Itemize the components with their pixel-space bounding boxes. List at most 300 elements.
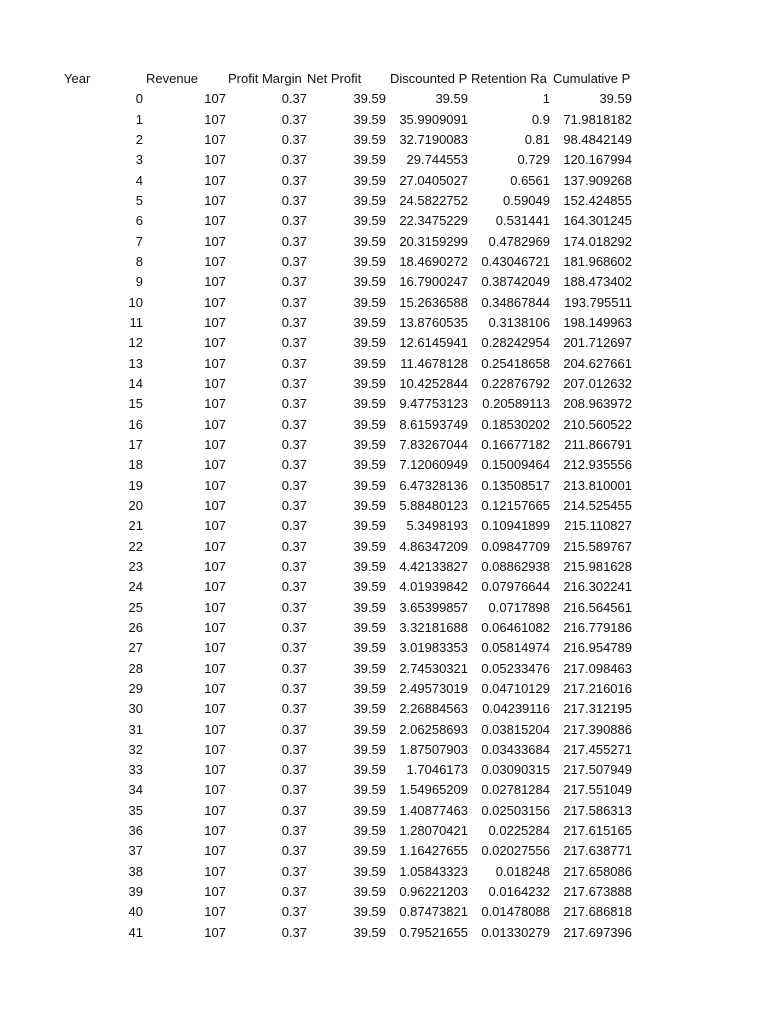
cell-discounted-profit[interactable]: 11.4678128 [400, 355, 468, 371]
cell-revenue[interactable]: 107 [204, 863, 226, 879]
cell-revenue[interactable]: 107 [204, 904, 226, 920]
cell-discounted-profit[interactable]: 2.26884563 [399, 701, 468, 717]
cell-revenue[interactable]: 107 [204, 152, 226, 168]
cell-retention-rate[interactable]: 0.22876792 [481, 375, 550, 391]
cell-retention-rate[interactable]: 0.02503156 [481, 802, 550, 818]
header-cell-year[interactable]: Year [64, 71, 91, 86]
cell-net-profit[interactable]: 39.59 [353, 823, 386, 839]
cell-cumulative-profit[interactable]: 215.981628 [563, 558, 632, 574]
cell-revenue[interactable]: 107 [204, 396, 226, 412]
cell-retention-rate[interactable]: 0.18530202 [481, 416, 550, 432]
cell-retention-rate[interactable]: 0.05814974 [481, 640, 550, 656]
cell-profit-margin[interactable]: 0.37 [281, 335, 307, 351]
cell-profit-margin[interactable]: 0.37 [281, 152, 307, 168]
cell-year[interactable]: 22 [128, 538, 143, 554]
cell-cumulative-profit[interactable]: 217.216016 [563, 680, 632, 696]
cell-profit-margin[interactable]: 0.37 [281, 192, 307, 208]
cell-cumulative-profit[interactable]: 98.4842149 [563, 131, 632, 147]
cell-profit-margin[interactable]: 0.37 [281, 314, 307, 330]
cell-cumulative-profit[interactable]: 208.963972 [563, 396, 632, 412]
cell-revenue[interactable]: 107 [204, 436, 226, 452]
cell-profit-margin[interactable]: 0.37 [281, 416, 307, 432]
cell-discounted-profit[interactable]: 1.16427655 [399, 843, 468, 859]
cell-profit-margin[interactable]: 0.37 [281, 436, 307, 452]
cell-net-profit[interactable]: 39.59 [353, 741, 386, 757]
cell-net-profit[interactable]: 39.59 [353, 782, 386, 798]
cell-profit-margin[interactable]: 0.37 [281, 619, 307, 635]
cell-revenue[interactable]: 107 [204, 823, 226, 839]
cell-discounted-profit[interactable]: 3.65399857 [399, 599, 468, 615]
cell-profit-margin[interactable]: 0.37 [281, 253, 307, 269]
cell-revenue[interactable]: 107 [204, 924, 226, 940]
cell-profit-margin[interactable]: 0.37 [281, 660, 307, 676]
cell-revenue[interactable]: 107 [204, 802, 226, 818]
cell-retention-rate[interactable]: 0.07976644 [481, 579, 550, 595]
cell-profit-margin[interactable]: 0.37 [281, 375, 307, 391]
cell-retention-rate[interactable]: 0.0717898 [488, 599, 550, 615]
cell-discounted-profit[interactable]: 5.3498193 [406, 518, 468, 534]
cell-net-profit[interactable]: 39.59 [353, 213, 386, 229]
cell-net-profit[interactable]: 39.59 [353, 619, 386, 635]
cell-year[interactable]: 2 [135, 131, 143, 147]
cell-cumulative-profit[interactable]: 217.551049 [563, 782, 632, 798]
cell-year[interactable]: 36 [128, 823, 143, 839]
cell-net-profit[interactable]: 39.59 [353, 884, 386, 900]
cell-year[interactable]: 19 [128, 477, 143, 493]
cell-year[interactable]: 4 [135, 172, 143, 188]
cell-discounted-profit[interactable]: 4.86347209 [399, 538, 468, 554]
cell-discounted-profit[interactable]: 2.74530321 [399, 660, 468, 676]
cell-year[interactable]: 29 [128, 680, 143, 696]
cell-profit-margin[interactable]: 0.37 [281, 599, 307, 615]
cell-year[interactable]: 37 [128, 843, 143, 859]
cell-profit-margin[interactable]: 0.37 [281, 131, 307, 147]
cell-retention-rate[interactable]: 0.38742049 [481, 274, 550, 290]
cell-discounted-profit[interactable]: 10.4252844 [399, 375, 468, 391]
cell-profit-margin[interactable]: 0.37 [281, 558, 307, 574]
cell-cumulative-profit[interactable]: 217.638771 [563, 843, 632, 859]
cell-year[interactable]: 26 [128, 619, 143, 635]
cell-discounted-profit[interactable]: 13.8760535 [399, 314, 468, 330]
cell-revenue[interactable]: 107 [204, 782, 226, 798]
cell-discounted-profit[interactable]: 1.40877463 [399, 802, 468, 818]
cell-revenue[interactable]: 107 [204, 558, 226, 574]
cell-cumulative-profit[interactable]: 217.098463 [563, 660, 632, 676]
cell-year[interactable]: 3 [135, 152, 143, 168]
cell-profit-margin[interactable]: 0.37 [281, 843, 307, 859]
cell-cumulative-profit[interactable]: 217.658086 [563, 863, 632, 879]
cell-retention-rate[interactable]: 0.03090315 [481, 762, 550, 778]
cell-retention-rate[interactable]: 0.03815204 [481, 721, 550, 737]
cell-year[interactable]: 27 [128, 640, 143, 656]
cell-retention-rate[interactable]: 0.03433684 [481, 741, 550, 757]
cell-revenue[interactable]: 107 [204, 721, 226, 737]
cell-revenue[interactable]: 107 [204, 335, 226, 351]
cell-retention-rate[interactable]: 0.16677182 [481, 436, 550, 452]
cell-net-profit[interactable]: 39.59 [353, 457, 386, 473]
cell-net-profit[interactable]: 39.59 [353, 172, 386, 188]
cell-discounted-profit[interactable]: 7.12060949 [399, 457, 468, 473]
cell-profit-margin[interactable]: 0.37 [281, 721, 307, 737]
cell-retention-rate[interactable]: 0.06461082 [481, 619, 550, 635]
cell-profit-margin[interactable]: 0.37 [281, 640, 307, 656]
cell-retention-rate[interactable]: 0.13508517 [481, 477, 550, 493]
cell-year[interactable]: 35 [128, 802, 143, 818]
cell-retention-rate[interactable]: 0.6561 [510, 172, 550, 188]
header-cell-retention-rate[interactable]: Retention Ra [471, 71, 547, 86]
cell-retention-rate[interactable]: 0.9 [531, 111, 550, 127]
cell-net-profit[interactable]: 39.59 [353, 579, 386, 595]
cell-net-profit[interactable]: 39.59 [353, 640, 386, 656]
cell-revenue[interactable]: 107 [204, 172, 226, 188]
cell-year[interactable]: 34 [128, 782, 143, 798]
cell-net-profit[interactable]: 39.59 [353, 335, 386, 351]
cell-cumulative-profit[interactable]: 217.455271 [563, 741, 632, 757]
cell-net-profit[interactable]: 39.59 [353, 253, 386, 269]
cell-revenue[interactable]: 107 [204, 640, 226, 656]
cell-discounted-profit[interactable]: 1.87507903 [399, 741, 468, 757]
cell-revenue[interactable]: 107 [204, 579, 226, 595]
cell-cumulative-profit[interactable]: 204.627661 [563, 355, 632, 371]
cell-year[interactable]: 7 [135, 233, 143, 249]
cell-profit-margin[interactable]: 0.37 [281, 457, 307, 473]
cell-net-profit[interactable]: 39.59 [353, 518, 386, 534]
cell-discounted-profit[interactable]: 6.47328136 [399, 477, 468, 493]
cell-revenue[interactable]: 107 [204, 457, 226, 473]
cell-revenue[interactable]: 107 [204, 213, 226, 229]
cell-profit-margin[interactable]: 0.37 [281, 172, 307, 188]
cell-revenue[interactable]: 107 [204, 843, 226, 859]
cell-year[interactable]: 8 [135, 253, 143, 269]
cell-revenue[interactable]: 107 [204, 660, 226, 676]
cell-net-profit[interactable]: 39.59 [353, 680, 386, 696]
cell-retention-rate[interactable]: 0.81 [524, 131, 550, 147]
cell-year[interactable]: 18 [128, 457, 143, 473]
cell-cumulative-profit[interactable]: 137.909268 [563, 172, 632, 188]
cell-net-profit[interactable]: 39.59 [353, 497, 386, 513]
cell-cumulative-profit[interactable]: 215.589767 [563, 538, 632, 554]
cell-revenue[interactable]: 107 [204, 619, 226, 635]
cell-year[interactable]: 28 [128, 660, 143, 676]
cell-profit-margin[interactable]: 0.37 [281, 762, 307, 778]
cell-revenue[interactable]: 107 [204, 314, 226, 330]
cell-year[interactable]: 25 [128, 599, 143, 615]
cell-net-profit[interactable]: 39.59 [353, 863, 386, 879]
header-cell-cumulative-profit[interactable]: Cumulative P [553, 71, 631, 86]
header-cell-discounted-profit[interactable]: Discounted P [390, 71, 468, 86]
cell-profit-margin[interactable]: 0.37 [281, 518, 307, 534]
cell-year[interactable]: 38 [128, 863, 143, 879]
cell-discounted-profit[interactable]: 1.28070421 [399, 823, 468, 839]
cell-discounted-profit[interactable]: 7.83267044 [399, 436, 468, 452]
cell-revenue[interactable]: 107 [204, 131, 226, 147]
cell-discounted-profit[interactable]: 39.59 [435, 91, 468, 107]
cell-cumulative-profit[interactable]: 39.59 [599, 91, 632, 107]
cell-year[interactable]: 9 [135, 274, 143, 290]
cell-cumulative-profit[interactable]: 152.424855 [563, 192, 632, 208]
cell-net-profit[interactable]: 39.59 [353, 558, 386, 574]
cell-revenue[interactable]: 107 [204, 762, 226, 778]
cell-net-profit[interactable]: 39.59 [353, 843, 386, 859]
cell-discounted-profit[interactable]: 29.744553 [406, 152, 468, 168]
cell-year[interactable]: 21 [128, 518, 143, 534]
cell-year[interactable]: 20 [128, 497, 143, 513]
cell-cumulative-profit[interactable]: 188.473402 [563, 274, 632, 290]
cell-revenue[interactable]: 107 [204, 111, 226, 127]
cell-year[interactable]: 31 [128, 721, 143, 737]
cell-year[interactable]: 11 [129, 314, 143, 330]
cell-revenue[interactable]: 107 [204, 233, 226, 249]
cell-retention-rate[interactable]: 0.25418658 [481, 355, 550, 371]
cell-year[interactable]: 6 [135, 213, 143, 229]
cell-discounted-profit[interactable]: 2.49573019 [399, 680, 468, 696]
cell-retention-rate[interactable]: 0.05233476 [481, 660, 550, 676]
cell-retention-rate[interactable]: 0.08862938 [481, 558, 550, 574]
cell-profit-margin[interactable]: 0.37 [281, 396, 307, 412]
cell-net-profit[interactable]: 39.59 [353, 477, 386, 493]
cell-retention-rate[interactable]: 0.02027556 [481, 843, 550, 859]
cell-net-profit[interactable]: 39.59 [353, 721, 386, 737]
cell-discounted-profit[interactable]: 24.5822752 [399, 192, 468, 208]
cell-discounted-profit[interactable]: 1.7046173 [406, 762, 468, 778]
cell-net-profit[interactable]: 39.59 [353, 294, 386, 310]
cell-discounted-profit[interactable]: 9.47753123 [399, 396, 468, 412]
cell-profit-margin[interactable]: 0.37 [281, 91, 307, 107]
cell-net-profit[interactable]: 39.59 [353, 152, 386, 168]
cell-net-profit[interactable]: 39.59 [353, 355, 386, 371]
cell-year[interactable]: 14 [128, 375, 143, 391]
cell-cumulative-profit[interactable]: 217.390886 [563, 721, 632, 737]
cell-profit-margin[interactable]: 0.37 [281, 884, 307, 900]
cell-year[interactable]: 40 [128, 904, 143, 920]
cell-profit-margin[interactable]: 0.37 [281, 823, 307, 839]
cell-profit-margin[interactable]: 0.37 [281, 863, 307, 879]
cell-profit-margin[interactable]: 0.37 [281, 904, 307, 920]
cell-revenue[interactable]: 107 [204, 253, 226, 269]
cell-net-profit[interactable]: 39.59 [353, 436, 386, 452]
cell-net-profit[interactable]: 39.59 [353, 599, 386, 615]
cell-profit-margin[interactable]: 0.37 [281, 497, 307, 513]
cell-profit-margin[interactable]: 0.37 [281, 355, 307, 371]
cell-discounted-profit[interactable]: 0.96221203 [399, 884, 468, 900]
cell-net-profit[interactable]: 39.59 [353, 538, 386, 554]
cell-discounted-profit[interactable]: 5.88480123 [399, 497, 468, 513]
cell-year[interactable]: 10 [128, 294, 143, 310]
cell-revenue[interactable]: 107 [204, 497, 226, 513]
cell-net-profit[interactable]: 39.59 [353, 375, 386, 391]
cell-net-profit[interactable]: 39.59 [353, 904, 386, 920]
cell-discounted-profit[interactable]: 2.06258693 [399, 721, 468, 737]
cell-net-profit[interactable]: 39.59 [353, 396, 386, 412]
cell-discounted-profit[interactable]: 0.87473821 [399, 904, 468, 920]
header-cell-profit-margin[interactable]: Profit Margin [228, 71, 302, 86]
cell-retention-rate[interactable]: 0.34867844 [481, 294, 550, 310]
cell-cumulative-profit[interactable]: 193.795511 [564, 294, 632, 310]
cell-revenue[interactable]: 107 [204, 294, 226, 310]
cell-year[interactable]: 32 [128, 741, 143, 757]
cell-retention-rate[interactable]: 0.01330279 [481, 924, 550, 940]
cell-revenue[interactable]: 107 [204, 884, 226, 900]
cell-cumulative-profit[interactable]: 217.615165 [563, 823, 632, 839]
cell-retention-rate[interactable]: 0.4782969 [488, 233, 550, 249]
cell-discounted-profit[interactable]: 3.32181688 [399, 619, 468, 635]
cell-cumulative-profit[interactable]: 216.779186 [563, 619, 632, 635]
cell-net-profit[interactable]: 39.59 [353, 233, 386, 249]
header-cell-net-profit[interactable]: Net Profit [307, 71, 362, 86]
cell-profit-margin[interactable]: 0.37 [281, 701, 307, 717]
cell-revenue[interactable]: 107 [204, 274, 226, 290]
cell-cumulative-profit[interactable]: 174.018292 [563, 233, 632, 249]
cell-retention-rate[interactable]: 0.04710129 [481, 680, 550, 696]
cell-retention-rate[interactable]: 0.3138106 [488, 314, 550, 330]
cell-profit-margin[interactable]: 0.37 [281, 294, 307, 310]
cell-cumulative-profit[interactable]: 216.564561 [563, 599, 632, 615]
cell-profit-margin[interactable]: 0.37 [281, 477, 307, 493]
cell-retention-rate[interactable]: 0.15009464 [481, 457, 550, 473]
cell-profit-margin[interactable]: 0.37 [281, 802, 307, 818]
cell-year[interactable]: 33 [128, 762, 143, 778]
cell-cumulative-profit[interactable]: 217.697396 [563, 924, 632, 940]
cell-profit-margin[interactable]: 0.37 [281, 579, 307, 595]
cell-revenue[interactable]: 107 [204, 701, 226, 717]
cell-cumulative-profit[interactable]: 216.954789 [563, 640, 632, 656]
cell-revenue[interactable]: 107 [204, 680, 226, 696]
cell-discounted-profit[interactable]: 8.61593749 [399, 416, 468, 432]
cell-discounted-profit[interactable]: 4.01939842 [399, 579, 468, 595]
cell-revenue[interactable]: 107 [204, 416, 226, 432]
cell-year[interactable]: 39 [128, 884, 143, 900]
cell-profit-margin[interactable]: 0.37 [281, 274, 307, 290]
cell-net-profit[interactable]: 39.59 [353, 314, 386, 330]
cell-cumulative-profit[interactable]: 217.586313 [563, 802, 632, 818]
cell-net-profit[interactable]: 39.59 [353, 701, 386, 717]
cell-year[interactable]: 15 [128, 396, 143, 412]
cell-net-profit[interactable]: 39.59 [353, 924, 386, 940]
cell-net-profit[interactable]: 39.59 [353, 131, 386, 147]
cell-profit-margin[interactable]: 0.37 [281, 111, 307, 127]
cell-net-profit[interactable]: 39.59 [353, 192, 386, 208]
cell-year[interactable]: 0 [135, 91, 143, 107]
cell-retention-rate[interactable]: 0.12157665 [481, 497, 550, 513]
cell-cumulative-profit[interactable]: 164.301245 [563, 213, 632, 229]
cell-net-profit[interactable]: 39.59 [353, 111, 386, 127]
cell-revenue[interactable]: 107 [204, 538, 226, 554]
cell-retention-rate[interactable]: 0.20589113 [482, 396, 550, 412]
cell-net-profit[interactable]: 39.59 [353, 802, 386, 818]
cell-net-profit[interactable]: 39.59 [353, 91, 386, 107]
cell-discounted-profit[interactable]: 32.7190083 [399, 131, 468, 147]
cell-discounted-profit[interactable]: 35.9909091 [399, 111, 468, 127]
cell-discounted-profit[interactable]: 27.0405027 [399, 172, 468, 188]
header-cell-revenue[interactable]: Revenue [146, 71, 199, 86]
cell-cumulative-profit[interactable]: 214.525455 [563, 497, 632, 513]
cell-retention-rate[interactable]: 0.28242954 [481, 335, 550, 351]
cell-cumulative-profit[interactable]: 120.167994 [563, 152, 632, 168]
cell-discounted-profit[interactable]: 16.7900247 [399, 274, 468, 290]
cell-cumulative-profit[interactable]: 198.149963 [563, 314, 632, 330]
cell-discounted-profit[interactable]: 20.3159299 [399, 233, 468, 249]
cell-retention-rate[interactable]: 0.729 [517, 152, 550, 168]
cell-revenue[interactable]: 107 [204, 599, 226, 615]
cell-year[interactable]: 16 [128, 416, 143, 432]
cell-discounted-profit[interactable]: 18.4690272 [399, 253, 468, 269]
cell-year[interactable]: 12 [128, 335, 143, 351]
cell-cumulative-profit[interactable]: 216.302241 [563, 579, 632, 595]
cell-cumulative-profit[interactable]: 212.935556 [563, 457, 632, 473]
cell-cumulative-profit[interactable]: 211.866791 [564, 436, 632, 452]
cell-revenue[interactable]: 107 [204, 91, 226, 107]
cell-year[interactable]: 5 [135, 192, 143, 208]
cell-cumulative-profit[interactable]: 181.968602 [563, 253, 632, 269]
cell-year[interactable]: 41 [128, 924, 143, 940]
cell-discounted-profit[interactable]: 0.79521655 [399, 924, 468, 940]
cell-cumulative-profit[interactable]: 217.312195 [563, 701, 632, 717]
cell-revenue[interactable]: 107 [204, 518, 226, 534]
cell-revenue[interactable]: 107 [204, 477, 226, 493]
cell-cumulative-profit[interactable]: 217.673888 [563, 884, 632, 900]
cell-discounted-profit[interactable]: 22.3475229 [399, 213, 468, 229]
cell-profit-margin[interactable]: 0.37 [281, 782, 307, 798]
cell-cumulative-profit[interactable]: 210.560522 [563, 416, 632, 432]
cell-profit-margin[interactable]: 0.37 [281, 233, 307, 249]
cell-retention-rate[interactable]: 1 [542, 91, 550, 107]
cell-revenue[interactable]: 107 [204, 375, 226, 391]
cell-retention-rate[interactable]: 0.01478088 [481, 904, 550, 920]
cell-revenue[interactable]: 107 [204, 355, 226, 371]
cell-net-profit[interactable]: 39.59 [353, 660, 386, 676]
cell-discounted-profit[interactable]: 1.05843323 [399, 863, 468, 879]
cell-profit-margin[interactable]: 0.37 [281, 213, 307, 229]
cell-revenue[interactable]: 107 [204, 192, 226, 208]
cell-year[interactable]: 23 [128, 558, 143, 574]
cell-retention-rate[interactable]: 0.10941899 [481, 518, 550, 534]
cell-net-profit[interactable]: 39.59 [353, 274, 386, 290]
cell-retention-rate[interactable]: 0.59049 [503, 192, 550, 208]
cell-year[interactable]: 17 [128, 436, 143, 452]
cell-discounted-profit[interactable]: 4.42133827 [399, 558, 468, 574]
cell-retention-rate[interactable]: 0.531441 [495, 213, 550, 229]
cell-cumulative-profit[interactable]: 213.810001 [563, 477, 632, 493]
cell-discounted-profit[interactable]: 3.01983353 [399, 640, 468, 656]
cell-cumulative-profit[interactable]: 217.686818 [563, 904, 632, 920]
cell-profit-margin[interactable]: 0.37 [281, 538, 307, 554]
cell-profit-margin[interactable]: 0.37 [281, 741, 307, 757]
cell-retention-rate[interactable]: 0.0164232 [488, 884, 550, 900]
cell-year[interactable]: 1 [135, 111, 143, 127]
cell-discounted-profit[interactable]: 12.6145941 [399, 335, 468, 351]
cell-year[interactable]: 13 [128, 355, 143, 371]
cell-profit-margin[interactable]: 0.37 [281, 924, 307, 940]
cell-profit-margin[interactable]: 0.37 [281, 680, 307, 696]
cell-cumulative-profit[interactable]: 215.110827 [564, 518, 632, 534]
cell-retention-rate[interactable]: 0.02781284 [481, 782, 550, 798]
cell-net-profit[interactable]: 39.59 [353, 416, 386, 432]
cell-revenue[interactable]: 107 [204, 741, 226, 757]
cell-retention-rate[interactable]: 0.09847709 [481, 538, 550, 554]
cell-retention-rate[interactable]: 0.0225284 [488, 823, 550, 839]
cell-discounted-profit[interactable]: 15.2636588 [399, 294, 468, 310]
cell-cumulative-profit[interactable]: 217.507949 [563, 762, 632, 778]
cell-retention-rate[interactable]: 0.43046721 [481, 253, 550, 269]
cell-cumulative-profit[interactable]: 201.712697 [563, 335, 632, 351]
cell-discounted-profit[interactable]: 1.54965209 [399, 782, 468, 798]
cell-net-profit[interactable]: 39.59 [353, 762, 386, 778]
cell-cumulative-profit[interactable]: 71.9818182 [563, 111, 632, 127]
cell-cumulative-profit[interactable]: 207.012632 [563, 375, 632, 391]
cell-retention-rate[interactable]: 0.04239116 [482, 701, 550, 717]
cell-retention-rate[interactable]: 0.018248 [495, 863, 550, 879]
cell-year[interactable]: 30 [128, 701, 143, 717]
